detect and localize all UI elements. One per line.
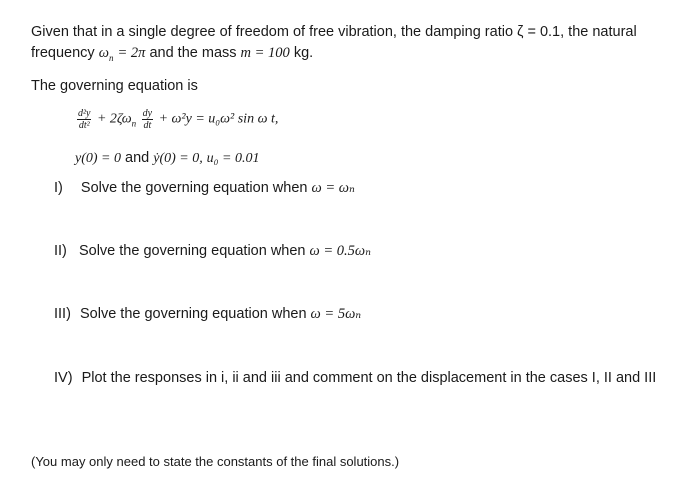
- task-number: II): [54, 243, 67, 259]
- task-item: [54, 370, 656, 386]
- initial-velocity: ẏ(0) = 0,: [153, 151, 203, 166]
- task-condition: ω = ωₙ: [311, 180, 355, 196]
- task-condition: ω = 5ωₙ: [310, 306, 362, 322]
- intro-text: frequency: [31, 45, 99, 61]
- initial-displacement: y(0) = 0: [75, 151, 121, 166]
- second-derivative-fraction: $\frac{\text{d²y}}{\text{dt²}}$: [78, 108, 91, 131]
- intro-line-2: [31, 45, 313, 63]
- and-text: and: [121, 150, 154, 166]
- task-number: III): [54, 306, 71, 322]
- intro-text: and the mass: [145, 45, 241, 61]
- governing-equation: $\frac{\text{d²y}}{\text{dt²}}$ + $2\zeta\omega_n$ $\frac{dy}{dt}$ + ω²y = u₀ω² sin ω t,: [78, 108, 279, 131]
- task-number: IV): [54, 370, 73, 386]
- task-item: [54, 180, 355, 197]
- task-text: Solve the governing equation when: [78, 243, 310, 259]
- footnote: (You may only need to state the constants of the final solutions.): [31, 454, 400, 469]
- task-condition: ω = 0.5ωₙ: [309, 243, 372, 259]
- task-number: I): [54, 180, 63, 196]
- mass-unit: kg.: [293, 45, 314, 61]
- task-item: [54, 306, 361, 323]
- intro-line-1: [31, 24, 637, 40]
- first-derivative-fraction: $\frac{dy}{dt}$: [142, 108, 153, 131]
- task-item: [54, 243, 371, 260]
- equation-rest: + ω²y = u₀ω² sin ω t,: [158, 111, 279, 127]
- equation-term: + 2ζω: [96, 111, 132, 127]
- mass-value: m = 100: [240, 45, 290, 61]
- amplitude-u0: u₀ = 0.01: [206, 151, 260, 166]
- task-text: Solve the governing equation when: [79, 306, 311, 322]
- task-text: Plot the responses in i, ii and iii and comment on the displacement in the cases I, II and III: [81, 370, 657, 386]
- initial-conditions: [75, 149, 259, 167]
- omega-n-symbol: $\omega_n$: [98, 45, 114, 63]
- damping-ratio: ζ = 0.1: [517, 24, 561, 40]
- natural-frequency-value: = 2π: [117, 45, 146, 61]
- intro-text-end: , the natural: [560, 24, 637, 40]
- intro-text: Given that in a single degree of freedom of free vibration, the damping ratio: [31, 24, 518, 40]
- governing-label: The governing equation is: [31, 78, 198, 94]
- task-text: Solve the governing equation when: [80, 180, 312, 196]
